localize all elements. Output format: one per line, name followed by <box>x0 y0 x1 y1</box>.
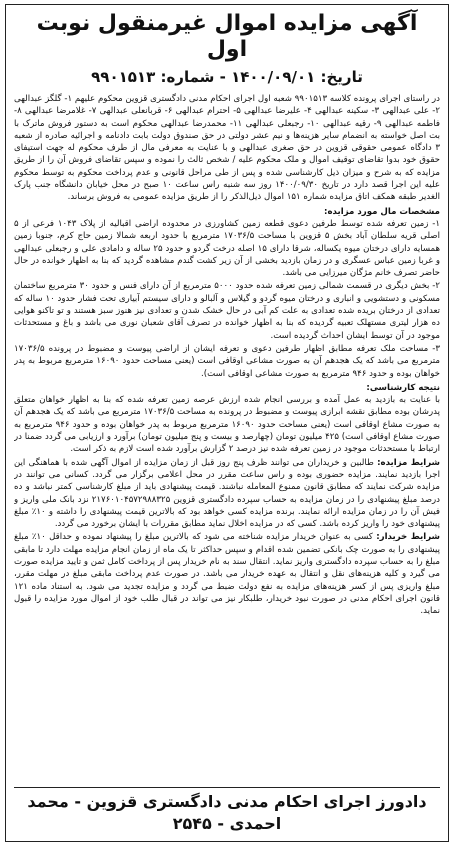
notice-frame <box>5 4 449 842</box>
buyer-text: کسی به عنوان خریدار مزایده شناخته می شود که بالاترین مبلغ را پیشنهاد نموده و حداقل ۱۰٪ مبلغ پیشنهادی را به صورت چک بانکی تضمین شده اقدام و سپس حداکثر تا یک ماه از زمان انجام مزایده مهلت دارد تا مابقی مبلغ را به حساب سپرده دادگستری واریز نماید. انتقال سند به نام خریدار پس از پرداخت کامل ثمن و تایید مزایده صورت می گیرد و کلیه هزینه‌های نقل و انتقال به عهده خریدار می باشد. در صورت عدم پرداخت مابقی مبلغ در مهلت مقرر، مبلغ واریزی پس از کسر هزینه‌های مزایده به نفع دولت ضبط می گردد و مزایده تجدید می شود. به استناد ماده ۱۲۱ قانون اجرای احکام مدنی در صورت نبود خریدار، طلبکار نیز می تواند در قبال طلب خود از اموال مورد مزایده را قبول نماید. <box>14 532 440 617</box>
terms-heading: شرایط مزایده: <box>377 457 440 468</box>
spec-item-2: ۲- بخش دیگری در قسمت شمالی زمین تعرفه شده حدود ۵۰۰۰ مترمربع از آن دارای فنس و حدود ۳۰ مترمربع ساختمان مسکونی و دستشویی و انباری و درختان میوه گردو و گیلاس و آلبالو و دارای سیستم آبیاری تحت فشار حدود ۱۰ ساله که تعدادی از درختان بریده شده تعدادی به علت کم آبی در حال خشک شدن و تعدادی نیز هنوز سبز هستند و تو تاکنو هوایی ده هزار لیتری مستهلک تعبیه گردیده که بنا به اظهار خوانده در تصرف آقای شعبان نوری می باشد و باغ و مستحدثات موجود در آن توسط ایشان احداث گردیده است. <box>14 281 440 341</box>
signature-line: دادورز اجرای احکام مدنی دادگستری قزوین - محمد احمدی - ۲۵۴۵ <box>14 787 440 835</box>
expert-paragraph: با عنایت به بازدید به عمل آمده و بررسی انجام شده ارزش عرصه زمین تعرفه شده که بنا به اظهار خواهان متعلق پدرشان بوده مطابق نقشه ابرازی پیوست و مضبوط در پرونده به مساحت ۱۷۰۳۶/۵ مترمربع می باشد که یک هجدهم آن به صورت مشاع اوقافی است (یعنی مساحت حدود ۱۶۰۹۰ مترمربع مربوط به پدر خواهان بوده و حدود ۹۴۶ مترمربع به صورت مشاع اوقافی است) ۴۲۵ میلیون تومان (چهارصد و بیست و پنج میلیون تومان) برآورد و ارزیابی می گردد ضمنا در ارتباط با مستحدثات موجود در زمین تعرفه شده نیز درصد ۲ گزارش برآورد شده است لازم به ذکر است. <box>14 395 440 455</box>
expert-heading: نتیجه کارشناسی: <box>366 382 440 393</box>
spec-item-1: ۱- زمین تعرفه شده توسط طرفین دعوی قطعه زمین کشاورزی در محدوده اراضی اقبالیه از پلاک ۱۰۴۳ فرعی از ۵ اصلی قریه سلطان آباد بخش ۵ قزوین با مساحت ۱۷۰۳۶/۵ مترمربع با حدود اربعه شمالا زمین حاج کرم، جنوبا زمین همسایه دارای درختان میوه یکساله، شرقا دارای ۱۵ اصله درخت گردو و حدود ۲۵ ساله و دامادی علی و رجبعلی عبدالهی و غربا زمین عباس عسگری و در زمان بازدید بخشی از آن زیر کشت گندم مشاهده گردید که بنا به اظهار خوانده در حال حاضر تصرف خانم مژگان میرزایی می باشد. <box>14 218 440 279</box>
notice-body <box>14 93 440 783</box>
spec-item-3: ۳- مساحت ملک تعرفه مطابق اظهار طرفین دعوی و تعرفه ایشان از اراضی پیوست و مضبوط در پرونده ۱۷۰۳۶/۵ مترمربع می باشد که یک هجدهم آن به صورت مشاعی اوقافی است (یعنی مساحت حدود ۱۶۰۹۰ مترمربع مربوط به پدر خواهان بوده و حدود ۹۴۶ مترمربع به صورت مشاعی اوقافی است). <box>14 343 440 379</box>
terms-text: طالبین و خریداران می توانند ظرف پنج روز قبل از زمان مزایده از اموال آگهی شده با هماهنگی این اجرا بازدید نمایند. مزایده حضوری بوده و راس ساعت مقرر در محل اعلامی برگزار می گردد. کسانی می توانند در مزایده شرکت نمایند که مطابق قانون ممنوع المعامله نباشند. قیمت پیشنهادی باید از مبلغ کارشناسی کمتر نباشد و ده درصد مبلغ پیشنهادی را در زمان مزایده به حساب سپرده دادگستری قزوین ۲۱۷۶۰۱۰۴۵۷۲۹۸۸۳۲۵ نزد بانک ملی واریز و فیش آن را در زمان مزایده ارائه نمایند. برنده مزایده کسی خواهد بود که بالاترین قیمت پیشنهادی را داشته و ۱۰٪ مبلغ پیشنهادی خود را واریز کرده باشد. کسی که در مزایده اخلال نماید مطابق مقررات با ایشان برخورد می گردد. <box>14 457 440 530</box>
buyer-heading: شرایط خریدار: <box>376 532 440 543</box>
notice-date-number: تاریخ: ۱۴۰۰/۰۹/۰۱ - شماره: ۹۹۰۱۵۱۳ <box>91 68 363 86</box>
buyer-paragraph <box>14 531 440 617</box>
terms-paragraph <box>14 457 440 531</box>
spec-heading: مشخصات مال مورد مزایده: <box>324 206 440 217</box>
intro-paragraph: در راستای اجرای پرونده کلاسه ۹۹۰۱۵۱۳ شعبه اول اجرای احکام مدنی دادگستری قزوین محکوم علیهم ۱- گلگز عبدالهی ۲- علی عبدالهی ۳- سکینه عبدالهی ۴- علیرضا عبدالهی ۵- احترام عبدالهی ۶- قربانعلی عبدالهی ۷- غلامرضا عبدالهی ۸- فاطمه عبدالهی ۹- رقیه عبدالهی ۱۰- رجبعلی عبدالهی ۱۱- محمدرضا عبدالهی محکوم است به دستور فروش ماترک با بت اصل خواسته به انضمام سایر هزینه‌ها و نیم عشر دولتی در حق صندوق دولت بابت دادنامه و اجرائیه صادره از شعبه ۳ دادگاه عمومی حقوقی قزوین در حق صغری عبدالهی و با عنایت به معرفی مال از طرف محکوم له جهت استیفای حقوق خود بدوا تقاضای توقیف اموال و ملک محکوم علیه / شخص ثالث را نموده و سپس تقاضای فروش آن را از طریق مزایده که به شرح و میزان ذیل کارشناسی شده و پس از طی مراحل قانونی و عدم پرداخت محکوم به توسط محکوم علیه این اجرا قصد دارد در تاریخ ۱۴۰۰/۰۹/۳۰ روز سه شنبه راس ساعت ۱۰ صبح در محل خیابان دانشگاه جنب پارک الغدیر طبقه همکف اتاق مزایده شماره ۱۵۱ اموال ذیل‌الذکر را از طریق مزایده عمومی به فروش برساند. <box>14 94 440 203</box>
notice-title: آگهی مزایده اموال غیرمنقول نوبت اول <box>36 11 418 62</box>
